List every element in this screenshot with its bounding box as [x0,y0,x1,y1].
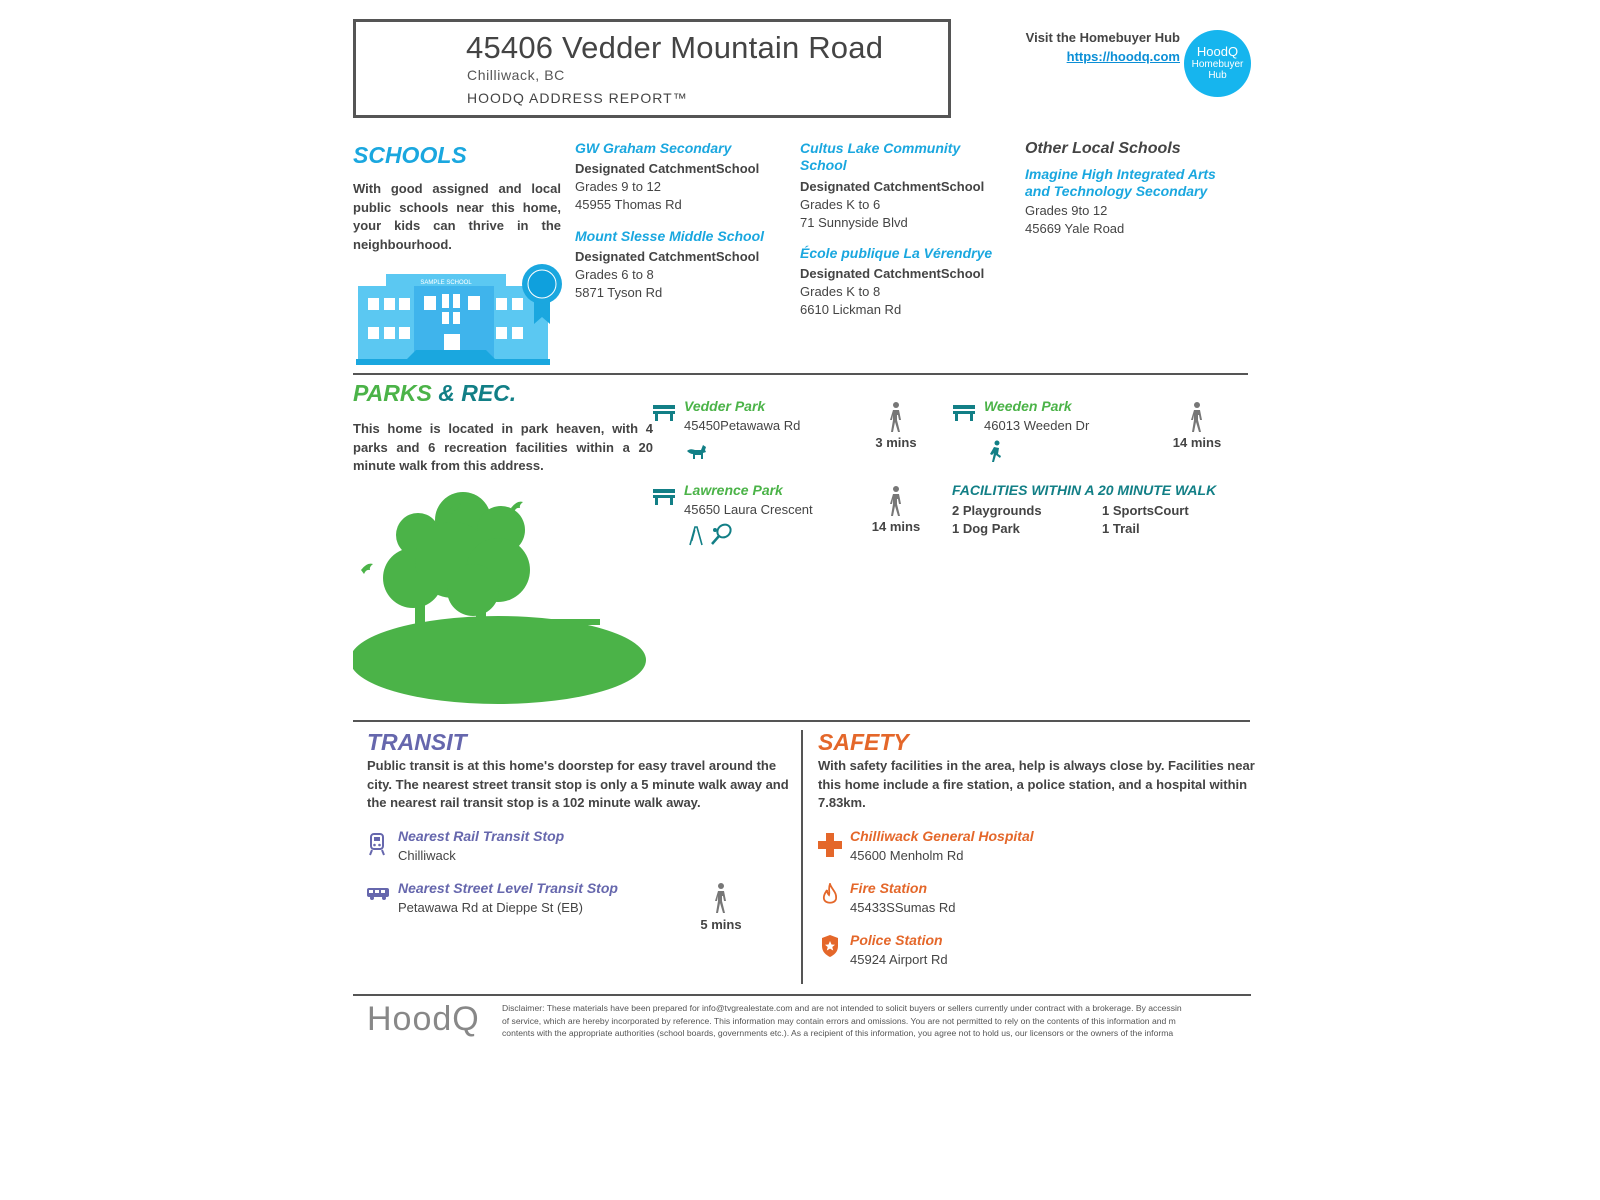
parks-heading-a: PARKS [353,380,432,406]
footer-divider [353,994,1251,996]
parks-heading-b: & REC. [438,380,517,406]
school-name[interactable]: Mount Slesse Middle School [575,228,765,244]
safety-card-fire [850,880,1230,917]
walk-time: 14 mins [1172,435,1222,450]
school-grades: Grades 6 to 8 [575,267,654,282]
address-city: Chilliwack, BC [467,67,565,83]
school-address: 45955 Thomas Rd [575,197,682,212]
street-stop-name: Petawawa Rd at Dieppe St (EB) [398,900,583,915]
school-name[interactable]: École publique La Vérendrye [800,245,993,261]
school-address: 71 Sunnyside Blvd [800,215,908,230]
other-school-name[interactable]: Imagine High Integrated Arts and Technology Secondary [1025,166,1216,199]
school-address: 6610 Lickman Rd [800,302,902,317]
park-address: 45450Petawawa Rd [684,418,801,433]
walking-person-icon [1186,401,1208,433]
hub-badge-line3: Hub [1208,70,1227,81]
safety-address: 45924 Airport Rd [850,952,948,967]
hub-badge[interactable] [1184,30,1251,97]
school-card-1 [575,140,790,214]
rail-stop-card [398,828,778,865]
park-card-vedder [684,398,844,435]
hub-text: Visit the Homebuyer Hub [1025,30,1180,45]
tennis-icon [710,522,734,546]
flame-icon [822,883,838,907]
school-name[interactable]: GW Graham Secondary [575,140,732,156]
playground-icon [686,524,706,546]
school-grades: Grades K to 6 [800,197,881,212]
school-sign-text: SAMPLE SCHOOL [420,280,472,286]
rail-stop-name: Chilliwack [398,848,456,863]
facility-item: 1 Trail [1102,521,1140,536]
safety-name[interactable]: Chilliwack General Hospital [850,828,1034,844]
bench-icon [652,487,676,505]
school-card-2 [575,228,790,302]
column-divider [801,730,803,984]
walking-person-icon [885,485,907,517]
facilities-heading: FACILITIES WITHIN A 20 MINUTE WALK [952,482,1217,498]
hub-link[interactable]: https://hoodq.com [1066,49,1180,64]
schools-description: With good assigned and local public schools near this home, your kids can thrive in the neighbourhood. [353,181,561,252]
bus-icon [366,887,390,901]
disclaimer-line: of service, which are hereby incorporated by reference. This information may contain errors and omissions. You are not permitted to rely on the contents of this information and m [502,1015,1176,1026]
bench-icon [652,403,676,421]
disclaimer [502,1002,1268,1040]
address-title: 45406 Vedder Mountain Road [466,30,884,65]
school-name[interactable]: Cultus Lake Community School [800,140,961,173]
schools-heading: SCHOOLS [353,142,467,168]
school-grades: Grades 9 to 12 [575,179,661,194]
street-stop-title[interactable]: Nearest Street Level Transit Stop [398,880,618,896]
train-icon [368,832,386,856]
safety-address: 45433SSumas Rd [850,900,956,915]
facility-item: 1 Dog Park [952,521,1020,536]
police-badge-icon [820,934,840,958]
walk-time: 14 mins [871,519,921,534]
park-card-lawrence [684,482,864,519]
safety-address: 45600 Menholm Rd [850,848,964,863]
park-card-weeden [984,398,1144,435]
dog-icon [685,442,707,460]
transit-description: Public transit is at this home's doorstep for easy travel around the city. The nearest street transit stop is only a 5 minute walk away and the nearest rail transit stop is a 102 minute walk away. [367,758,789,810]
other-schools-heading: Other Local Schools [1025,140,1181,157]
school-type: Designated CatchmentSchool [575,249,760,264]
park-name[interactable]: Weeden Park [984,398,1072,414]
school-type: Designated CatchmentSchool [800,179,985,194]
school-type: Designated CatchmentSchool [575,161,760,176]
running-icon [988,440,1002,462]
section-divider [353,373,1248,375]
parks-description: This home is located in park heaven, with 4 parks and 6 recreation facilities within a 20 minute walk from this address. [353,421,653,473]
safety-name[interactable]: Fire Station [850,880,928,896]
school-card-4 [800,245,1015,319]
disclaimer-line: Disclaimer: These materials have been prepared for info@tvgrealestate.com and are not intended to solicit buyers or sellers currently under contract with a brokerage. By accessin [502,1003,1182,1013]
walk-time: 3 mins [875,435,917,450]
safety-card-hospital [850,828,1230,865]
report-label: HOODQ ADDRESS REPORT™ [467,90,688,106]
facility-item: 2 Playgrounds [952,503,1042,518]
park-illustration [353,490,653,715]
park-address: 46013 Weeden Dr [984,418,1090,433]
parks-heading [353,380,516,407]
other-schools [1025,140,1225,238]
school-address: 5871 Tyson Rd [575,285,663,300]
park-name[interactable]: Lawrence Park [684,482,783,498]
walking-person-icon [710,882,732,914]
transit-heading: TRANSIT [367,729,467,755]
hospital-cross-icon [818,833,842,857]
safety-heading: SAFETY [818,729,909,755]
hub-badge-line2: Homebuyer [1191,59,1244,70]
other-school-address: 45669 Yale Road [1025,221,1125,236]
safety-card-police [850,932,1230,969]
section-divider [353,720,1250,722]
bench-icon [952,403,976,421]
street-stop-card [398,880,698,917]
safety-description: With safety facilities in the area, help is always close by. Facilities near this home include a fire station, a police station, and a hospital within 7.83km. [818,758,1255,810]
hoodq-logo: HoodQ [367,1000,480,1038]
walking-person-icon [885,401,907,433]
school-card-3 [800,140,1000,232]
hub-badge-line1: HoodQ [1196,44,1239,59]
safety-name[interactable]: Police Station [850,932,943,948]
walk-time: 5 mins [700,917,742,932]
school-grades: Grades K to 8 [800,284,881,299]
disclaimer-line: contents with the appropriate authorities (school boards, governments etc.). As a recipient of this information, you agree not to hold us, our licensors or the owners of the informa [502,1028,1174,1038]
park-address: 45650 Laura Crescent [684,502,813,517]
school-type: Designated CatchmentSchool [800,266,985,281]
rail-stop-title[interactable]: Nearest Rail Transit Stop [398,828,565,844]
award-ribbon-icon [520,262,570,328]
other-school-grades: Grades 9to 12 [1025,203,1108,218]
facility-item: 1 SportsCourt [1102,503,1189,518]
park-name[interactable]: Vedder Park [684,398,766,414]
